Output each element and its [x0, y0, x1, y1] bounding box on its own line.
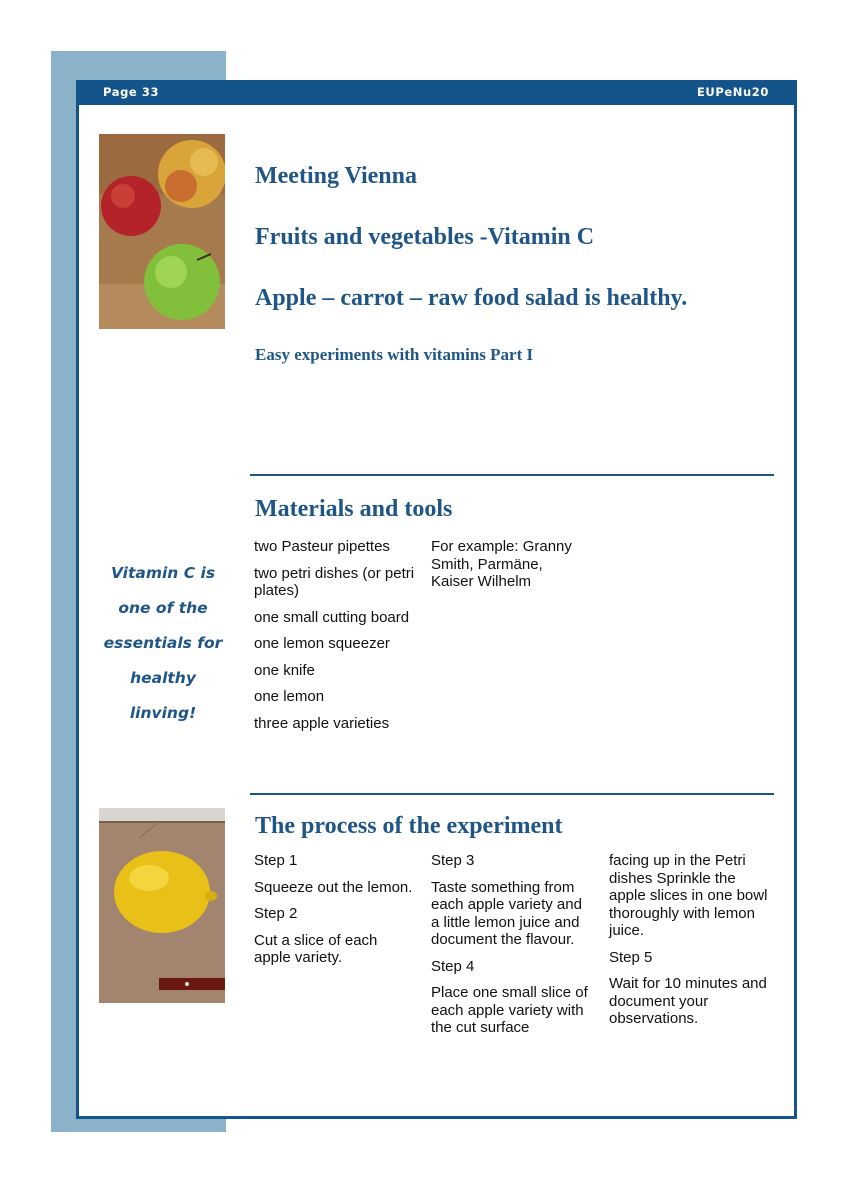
page-number: Page 33: [103, 85, 160, 99]
materials-list: [254, 538, 416, 741]
step-heading: Step 2: [254, 905, 298, 922]
list-item: one knife: [254, 661, 315, 679]
brand-label: EUPeNu20: [696, 85, 769, 99]
list-item: two Pasteur pipettes: [254, 538, 390, 555]
subtitle: Easy experiments with vitamins Part I: [255, 345, 534, 364]
section-divider: [250, 793, 774, 795]
list-item: three apple varieties: [254, 714, 390, 732]
materials-note: [431, 538, 589, 600]
list-item: one lemon squeezer: [254, 635, 390, 652]
section-divider: [250, 474, 774, 476]
callout-line: one of the: [118, 599, 208, 617]
title-fruits: Fruits and vegetables -Vitamin C: [255, 224, 595, 250]
step-heading: Step 4: [431, 957, 475, 975]
step-text: facing up in the Petri dishes Sprinkle the apple slices in one bowl thoroughly with lemon juice.: [609, 852, 768, 939]
process-column-1: [254, 852, 414, 976]
step-text: Squeeze out the lemon.: [254, 878, 413, 896]
step-text: Taste something from each apple variety and a little lemon juice and document the flavour.: [431, 878, 582, 948]
process-column-3: [609, 852, 774, 1037]
process-column-2: [431, 852, 593, 1046]
materials-title: Materials and tools: [255, 496, 453, 522]
process-title: The process of the experiment: [255, 813, 563, 839]
step-heading: Step 3: [431, 852, 475, 869]
step-text: Cut a slice of each apple variety.: [254, 931, 378, 966]
callout-line: healthy: [130, 669, 196, 687]
list-item: two petri dishes (or petri plates): [254, 564, 415, 599]
list-item: one small cutting board: [254, 608, 410, 626]
vitamin-callout: [97, 556, 229, 731]
step-heading: Step 5: [609, 948, 653, 966]
list-item: one lemon: [254, 688, 325, 705]
callout-line: essentials for: [103, 634, 223, 652]
title-salad: Apple – carrot – raw food salad is healthy.: [255, 285, 688, 311]
apple-examples: For example: Granny Smith, Parmäne, Kaiser Wilhelm: [431, 538, 572, 590]
step-heading: Step 1: [254, 852, 298, 869]
step-text: Wait for 10 minutes and document your observations.: [609, 975, 767, 1027]
apples-photo: [99, 134, 225, 329]
callout-line: linving!: [129, 704, 197, 722]
lemon-photo: [99, 808, 225, 1003]
title-meeting: Meeting Vienna: [255, 163, 417, 189]
step-text: Place one small slice of each apple variety with the cut surface: [431, 984, 588, 1036]
callout-line: Vitamin C is: [110, 564, 216, 582]
header-bar: [76, 80, 797, 105]
